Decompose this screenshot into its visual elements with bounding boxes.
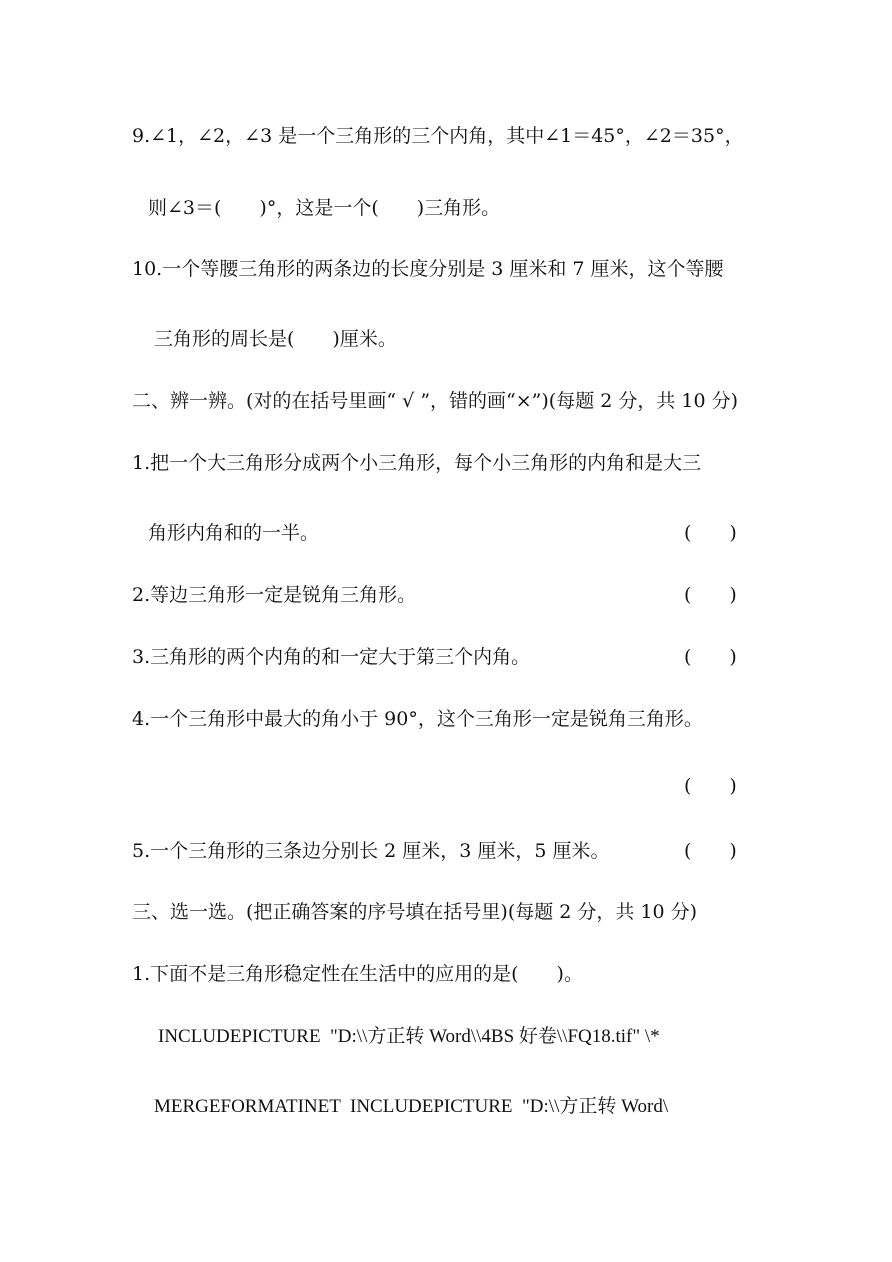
section-3-heading: 三、选一选。(把正确答案的序号填在括号里)(每题 2 分，共 10 分) <box>132 901 698 923</box>
judge-item-1-line-2: 角形内角和的一半。 <box>148 522 320 544</box>
judge-item-2: 2.等边三角形一定是锐角三角形。 <box>132 584 417 606</box>
choice-q1: 1.下面不是三角形稳定性在生活中的应用的是( )。 <box>132 963 583 985</box>
q10-line-1: 10.一个等腰三角形的两条边的长度分别是 3 厘米和 7 厘米，这个等腰 <box>132 258 724 280</box>
judge-item-1-answer-blank[interactable]: ( ) <box>684 522 737 544</box>
judge-item-4: 4.一个三角形中最大的角小于 90°，这个三角形一定是锐角三角形。 <box>132 708 703 730</box>
judge-item-5-answer-blank[interactable]: ( ) <box>684 840 737 862</box>
judge-item-5: 5.一个三角形的三条边分别长 2 厘米，3 厘米，5 厘米。 <box>132 840 610 862</box>
judge-item-1-line-1: 1.把一个大三角形分成两个小三角形，每个小三角形的内角和是大三 <box>132 452 702 474</box>
field-code-line-1: INCLUDEPICTURE "D:\\方正转 Word\\4BS 好卷\\FQ18.tif" \* <box>158 1026 660 1047</box>
q9-line-1: 9.∠1，∠2，∠3 是一个三角形的三个内角，其中∠1＝45°，∠2＝35°， <box>132 125 744 147</box>
judge-item-4-answer-blank[interactable]: ( ) <box>684 775 737 797</box>
judge-item-2-answer-blank[interactable]: ( ) <box>684 584 737 606</box>
judge-item-3: 3.三角形的两个内角的和一定大于第三个内角。 <box>132 646 531 668</box>
q9-line-2: 则∠3＝( )°，这是一个( )三角形。 <box>148 197 501 219</box>
q10-line-2: 三角形的周长是( )厘米。 <box>154 328 397 350</box>
judge-item-3-answer-blank[interactable]: ( ) <box>684 646 737 668</box>
field-code-line-2: MERGEFORMATINET INCLUDEPICTURE "D:\\方正转 Word\ <box>154 1096 669 1117</box>
section-2-heading: 二、辨一辨。(对的在括号里画“ √ ”，错的画“×”)(每题 2 分，共 10 分) <box>132 390 739 412</box>
